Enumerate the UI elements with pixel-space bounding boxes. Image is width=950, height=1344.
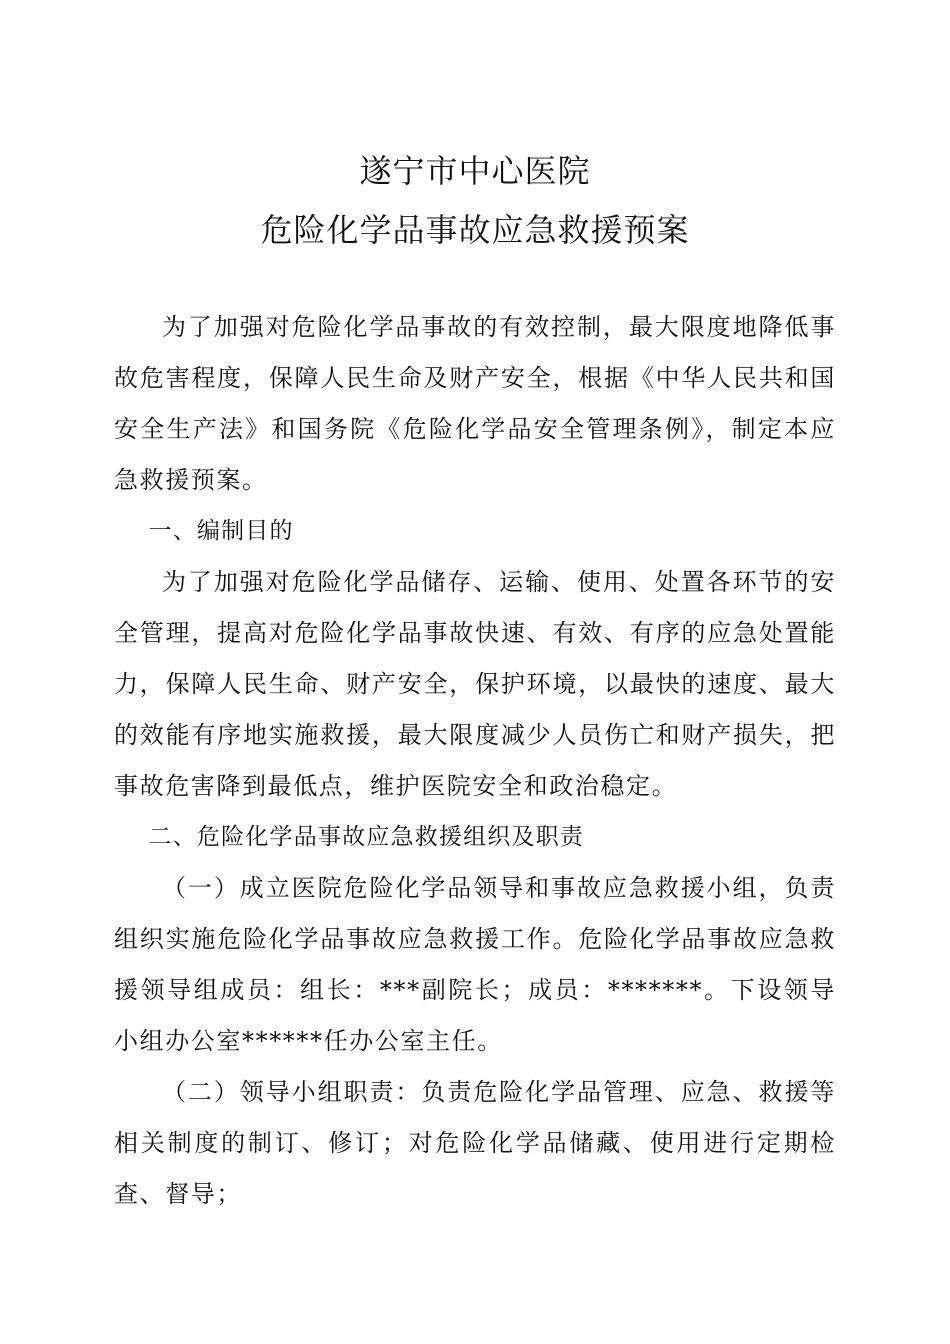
document-title [0, 142, 950, 260]
section2-heading: 二、危险化学品事故应急救援组织及职责 [148, 824, 585, 850]
section1-heading: 一、编制目的 [148, 518, 294, 544]
section1-paragraph: 为了加强对危险化学品储存、运输、使用、处置各环节的安全管理，提高对危险化学品事故快速、有效、有序的应急处置能力，保障人民生命、财产安全，保护环境，以最快的速度、最大的效能有序地实施救援，最大限度减少人员伤亡和财产损失，把事故危害降到最低点，维护医院安全和政治稳定。 [114, 568, 836, 800]
section2-item1-paragraph: （一）成立医院危险化学品领导和事故应急救援小组，负责组织实施危险化学品事故应急救援工作。危险化学品事故应急救援领导组成员：组长：***副院长；成员：*******。下设领导小组办公室******任办公室主任。 [114, 874, 836, 1055]
document-body [114, 302, 836, 1220]
title-hospital-name: 遂宁市中心医院 [359, 152, 591, 190]
section2-item2-paragraph: （二）领导小组职责：负责危险化学品管理、应急、救援等相关制度的制订、修订；对危险化学品储藏、使用进行定期检查、督导； [114, 1078, 836, 1208]
intro-paragraph: 为了加强对危险化学品事故的有效控制，最大限度地降低事故危害程度，保障人民生命及财产安全，根据《中华人民共和国安全生产法》和国务院《危险化学品安全管理条例》，制定本应急救援预案。 [114, 313, 836, 494]
title-plan-name: 危险化学品事故应急救援预案 [260, 211, 690, 249]
